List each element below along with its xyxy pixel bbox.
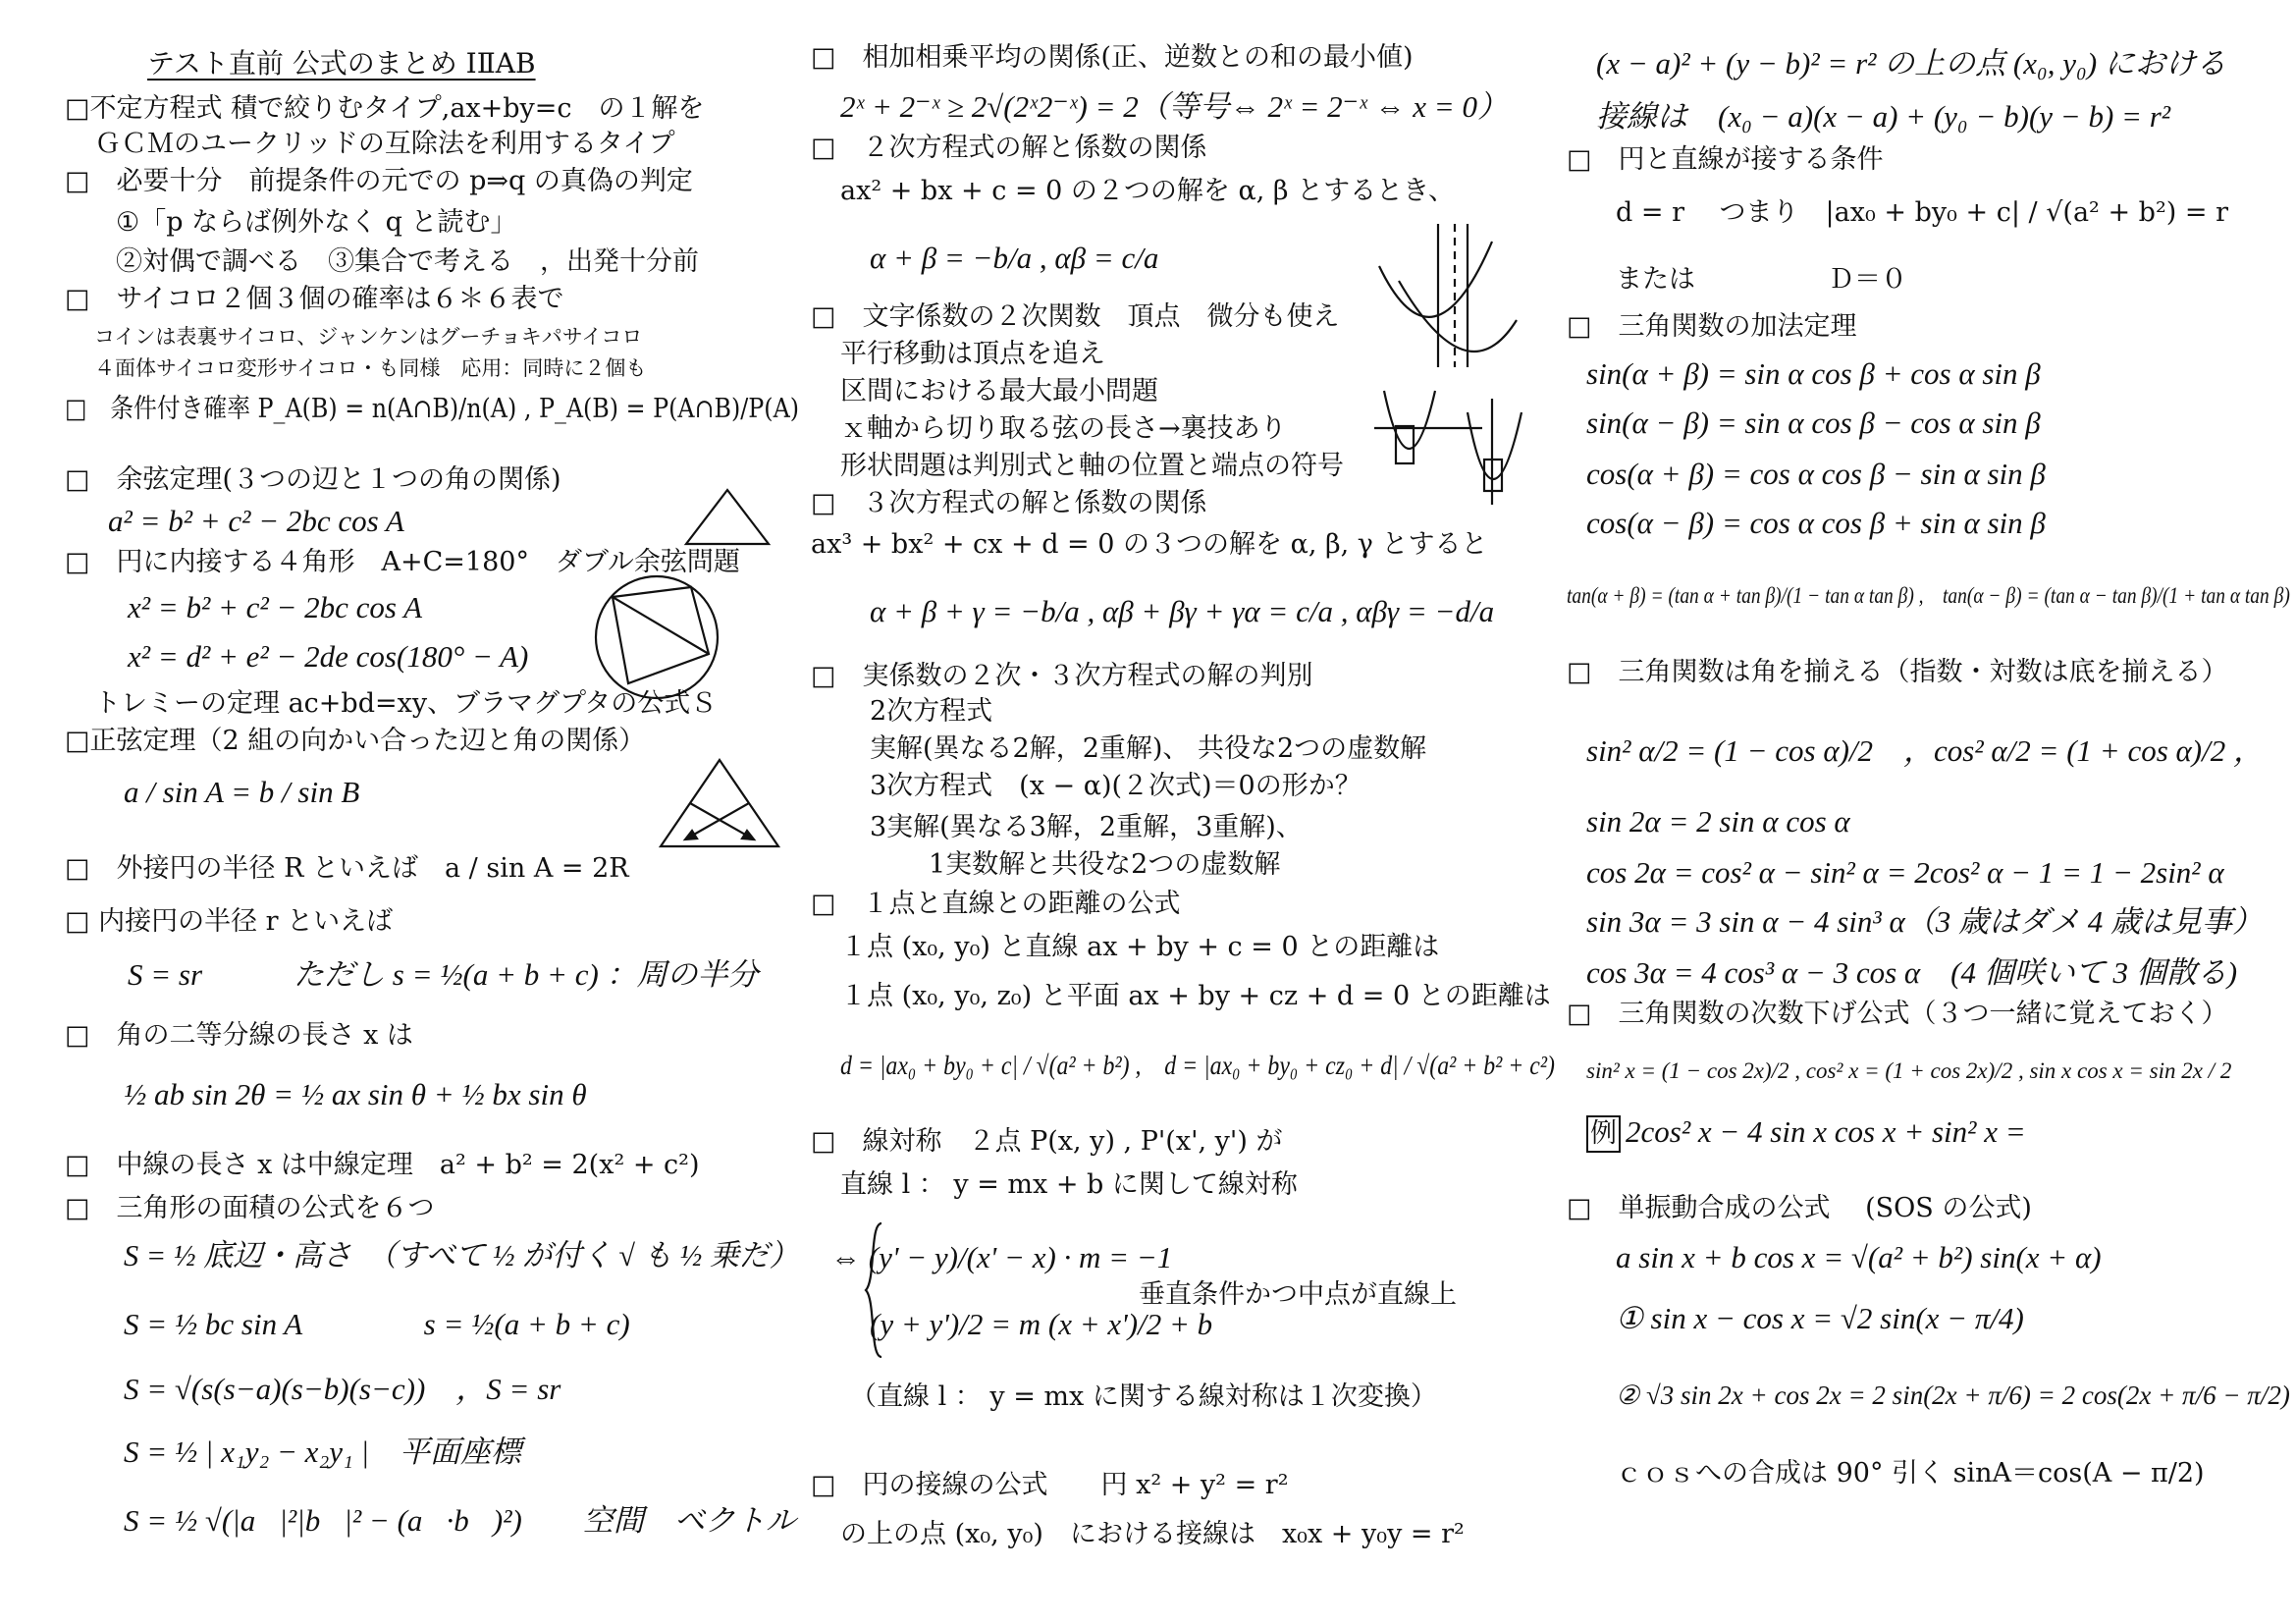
c3-line-04: d = r つまり |ax₀ + by₀ + c| / √(a² + b²) = r (1616, 197, 2229, 228)
c3-line-07: sin(α + β) = sin α cos β + cos α sin β (1586, 356, 2041, 391)
c1-line-03: □ 必要十分 前提条件の元での p⇒q の真偽の判定 (65, 166, 693, 196)
c1-line-21: □ 角の二等分線の長さ x は (65, 1020, 413, 1051)
c2-line-25: 直線 l ： y = mx + b に関して線対称 (840, 1169, 1298, 1200)
c2-line-24: □ 線対称 ２点 P(x, y) , P'(x', y') が (811, 1126, 1283, 1157)
c1-line-04: ①「p ならば例外なく q と読む」 (116, 207, 517, 238)
c1-line-15: トレミーの定理 ac+bd=xy、ブラマグプタの公式Ｓ (94, 688, 718, 719)
c2-line-09: ｘ軸から切り取る弦の長さ→裏技あり (840, 413, 1287, 444)
c2-line-30: □ 円の接線の公式 円 x² + y² = r² (811, 1470, 1289, 1500)
parabolas-figure (1374, 222, 1522, 369)
c1-line-14: x² = d² + e² − 2de cos(180° − A) (128, 639, 529, 674)
c2-line-05: α + β = −b/a , αβ = c/a (870, 241, 1159, 275)
c1-line-09: □ 条件付き確率 P_A(B) = n(A∩B)/n(A) , P_A(B) = P(A∩B)/P(A) (65, 394, 800, 424)
c1-line-07: コインは表裏サイコロ、ジャンケンはグーチョキパサイコロ (94, 325, 643, 349)
triangle-figure (683, 487, 772, 548)
c3-line-12: □ 三角関数は角を揃える（指数・対数は底を揃える） (1567, 657, 2228, 687)
c1-line-02: ＧＣＭのユークリッドの互除法を利用するタイプ (94, 129, 675, 159)
c2-line-21: １点 (x₀, y₀) と直線 ax + by + c = 0 との距離は (840, 932, 1440, 962)
column-3 (1561, 0, 2296, 1624)
c2-line-26: ⇔ (y' − y)/(x' − x) · m = −1 (830, 1240, 1173, 1274)
c3-line-25: ② √3 sin 2x + cos 2x = 2 sin(2x + π/6) = 2 cos(2x + π/6 − π/2) (1616, 1380, 2290, 1410)
c3-line-19: sin² x = (1 − cos 2x)/2 , cos² x = (1 + cos 2x)/2 , sin x cos x = sin 2x / 2 (1586, 1058, 2232, 1083)
c2-line-31: の上の点 (x₀, y₀) における接線は x₀x + y₀y = r² (840, 1519, 1465, 1549)
c3-line-14: sin 2α = 2 sin α cos α (1586, 804, 1850, 839)
c1-line-05: ②対偶で調べる ③集合で考える ，出発十分前 (116, 246, 699, 277)
c3-line-22: □ 単振動合成の公式 (SOS の公式) (1567, 1193, 2032, 1223)
c3-line-26: ｃｏｓへの合成は 90° 引く sinA＝cos(A − π/2) (1616, 1458, 2205, 1489)
c1-line-06: □ サイコロ２個３個の確率は６＊６表で (65, 284, 564, 314)
c1-line-11: a² = b² + c² − 2bc cos A (108, 504, 404, 538)
c3-line-09: cos(α + β) = cos α cos β − sin α sin β (1586, 457, 2046, 491)
c1-line-19: □ 内接円の半径 r といえば (65, 906, 394, 937)
c2-line-29: （直線 l ： y = mx に関する線対称は１次変換） (850, 1381, 1437, 1412)
c1-line-22: ½ ab sin 2θ = ½ ax sin θ + ½ bx sin θ (124, 1077, 587, 1111)
c1-line-24: □ 三角形の面積の公式を６つ (65, 1193, 435, 1223)
c2-line-04: ax² + bx + c = 0 の２つの解を α, β とするとき、 (840, 176, 1455, 206)
c3-line-06: □ 三角関数の加法定理 (1567, 311, 1857, 342)
c3-line-01: (x − a)² + (y − b)² = r² の上の点 (x₀, y₀) における (1596, 46, 2226, 81)
c1-line-12: □ 円に内接する４角形 A+C=180° ダブル余弦問題 (65, 547, 740, 577)
c2-line-03: □ ２次方程式の解と係数の関係 (811, 133, 1207, 163)
c3-line-17: cos 3α = 4 cos³ α − 3 cos α (4 個咲いて 3 個散る) (1586, 955, 2238, 990)
c1-line-17: a / sin A = b / sin B (124, 775, 360, 809)
c3-line-11: tan(α + β) = (tan α + tan β)/(1 − tan α tan β) , tan(α − β) = (tan α − tan β)/(1 + tan α tan β) (1567, 583, 2290, 608)
c2-line-16: 実解(異なる2解，2重解)、 共役な2つの虚数解 (870, 733, 1427, 764)
c2-line-22: １点 (x₀, y₀, z₀) と平面 ax + by + cz + d = 0 との距離は (840, 981, 1551, 1011)
c1-line-25: S = ½ 底辺・高さ （すべて ½ が付く √ も ½ 乗だ） (124, 1238, 799, 1272)
c1-line-16: □正弦定理（2 組の向かい合った辺と角の関係） (65, 726, 646, 756)
c2-line-23: d = |ax₀ + by₀ + c| / √(a² + b²) , d = |ax₀ + by₀ + cz₀ + d| / √(a² + b² + c²) (840, 1051, 1555, 1080)
interval-parabola-figure (1374, 389, 1561, 507)
c3-line-16: sin 3α = 3 sin α − 4 sin³ α（3 歳はダメ 4 歳は見事） (1586, 904, 2263, 939)
c2-line-01: □ 相加相乗平均の関係(正、逆数との和の最小値) (811, 42, 1414, 73)
c3-line-08: sin(α − β) = sin α cos β − cos α sin β (1586, 406, 2041, 440)
c2-line-18: 3実解(異なる3解，2重解，3重解)、 (870, 812, 1303, 842)
inscribed-quadrilateral-figure (593, 573, 721, 701)
c1-line-20: S = sr ただし s = ½(a + b + c) ：周の半分 (128, 957, 759, 992)
c3-line-21: 2cos² x − 4 sin x cos x + sin² x = (1626, 1114, 2026, 1149)
c2-line-08: 区間における最大最小問題 (840, 376, 1158, 406)
page-title: テスト直前 公式のまとめ ⅠⅡAB (147, 47, 536, 80)
c2-line-12: ax³ + bx² + cx + d = 0 の３つの解を α, β, γ とすると (811, 529, 1488, 560)
c1-line-27: S = √(s(s−a)(s−b)(s−c)) ，S = sr (124, 1372, 561, 1406)
c1-line-13: x² = b² + c² − 2bc cos A (128, 590, 423, 624)
c2-line-07: 平行移動は頂点を追え (840, 339, 1105, 369)
c2-line-02: 2ˣ + 2⁻ˣ ≥ 2√(2ˣ2⁻ˣ) = 2（等号⇔ 2ˣ = 2⁻ˣ ⇔ x = 0） (840, 89, 1508, 124)
c1-line-08: ４面体サイコロ変形サイコロ・も同様 応用：同時に２個も (94, 356, 647, 380)
c1-line-10: □ 余弦定理(３つの辺と１つの角の関係) (65, 464, 561, 495)
brace-figure (864, 1221, 883, 1359)
c3-line-23: a sin x + b cos x = √(a² + b²) sin(x + α) (1616, 1240, 2102, 1274)
c1-line-01: □不定方程式 積で絞りむタイプ,ax+by=c の１解を (65, 93, 705, 124)
c1-line-18: □ 外接円の半径 R といえば a / sin A = 2R (65, 853, 629, 884)
c3-line-10: cos(α − β) = cos α cos β + sin α sin β (1586, 506, 2046, 540)
c2-line-28: 垂直条件かつ中点が直線上 (1139, 1279, 1457, 1310)
c1-line-23: □ 中線の長さ x は中線定理 a² + b² = 2(x² + c²) (65, 1150, 700, 1180)
c2-line-13: α + β + γ = −b/a , αβ + βγ + γα = c/a , αβγ = −d/a (870, 594, 1495, 628)
c3-line-13: sin² α/2 = (1 − cos α)/2 ，cos² α/2 = (1 + cos α)/2 ， (1586, 733, 2264, 768)
c3-line-24: ① sin x − cos x = √2 sin(x − π/4) (1616, 1301, 2024, 1335)
c3-line-15: cos 2α = cos² α − sin² α = 2cos² α − 1 = 1 − 2sin² α (1586, 855, 2224, 890)
example-box: 例 (1586, 1115, 1621, 1153)
c2-line-19: 1実数解と共役な2つの虚数解 (929, 849, 1281, 880)
c2-line-20: □ １点と直線との距離の公式 (811, 889, 1181, 919)
c1-line-29: S = ½ √(|a⃗|²|b⃗|² − (a⃗·b⃗)²) 空間 ベクトル (124, 1503, 796, 1538)
c2-line-06: □ 文字係数の２次関数 頂点 微分も使え (811, 301, 1340, 332)
c2-line-10: 形状問題は判別式と軸の位置と端点の符号 (840, 451, 1344, 481)
c3-line-18: □ 三角関数の次数下げ公式（３つ一緒に覚えておく） (1567, 999, 2228, 1029)
c3-line-03: □ 円と直線が接する条件 (1567, 144, 1884, 175)
column-1 (0, 0, 805, 1624)
sine-rule-triangle-figure (656, 756, 783, 854)
c2-line-11: □ ３次方程式の解と係数の関係 (811, 488, 1207, 518)
column-2 (805, 0, 1561, 1624)
c2-line-27: (y + y')/2 = m (x + x')/2 + b (870, 1307, 1213, 1341)
c3-line-05: または Ｄ＝０ (1616, 264, 1907, 295)
c3-line-02: 接線は (x₀ − a)(x − a) + (y₀ − b)(y − b) = r² (1596, 99, 2171, 134)
c1-line-28: S = ½ | x₁y₂ − x₂y₁ | 平面座標 (124, 1435, 522, 1469)
c2-line-17: 3次方程式 (x − α)(２次式)＝0の形か？ (870, 771, 1362, 801)
c1-line-26: S = ½ bc sin A s = ½(a + b + c) (124, 1307, 630, 1341)
c2-line-14: □ 実係数の２次・３次方程式の解の判別 (811, 661, 1313, 691)
c2-line-15: 2次方程式 (870, 696, 993, 727)
